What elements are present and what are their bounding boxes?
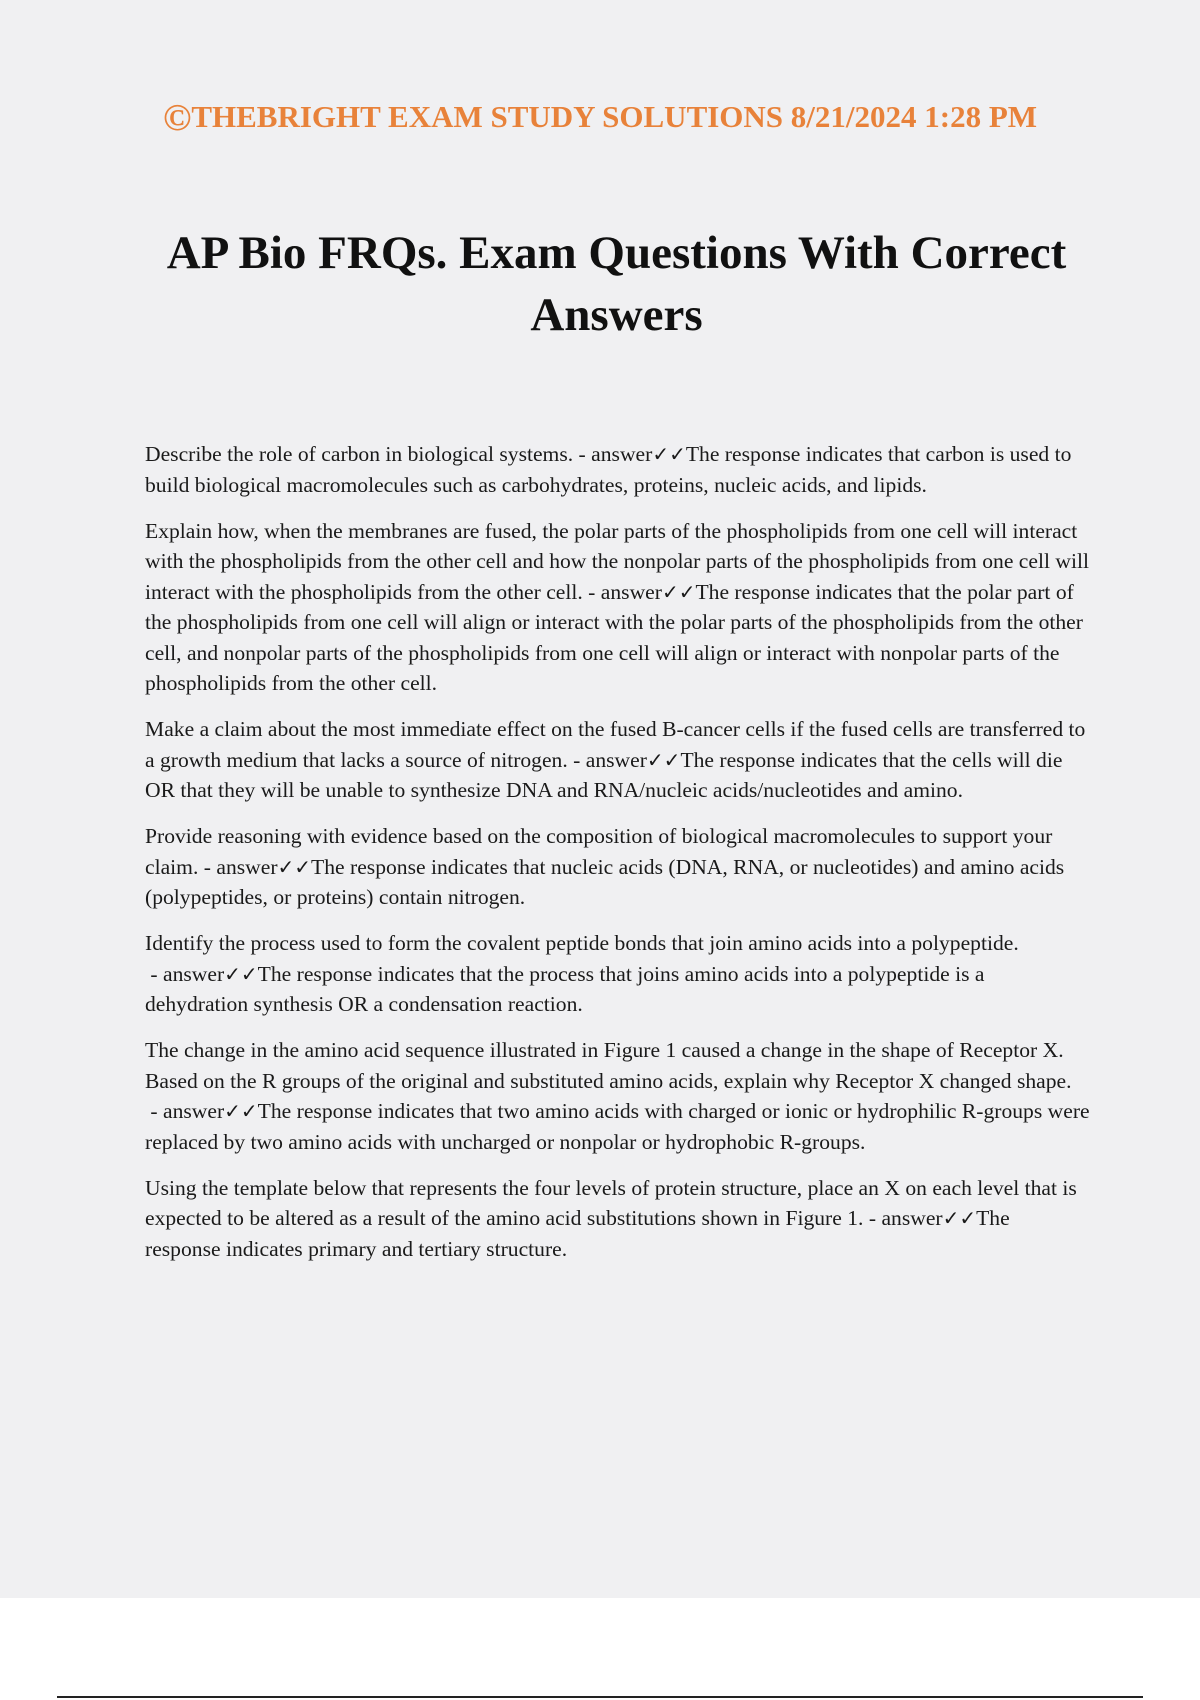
question-text: Make a claim about the most immediate effect on the fused B-cancer cells if the fused cells are transferred to a growth medium that lacks a source of nitrogen. xyxy=(145,717,1086,772)
answer-text: The response indicates that the process that joins amino acids into a polypeptide is a dehydration synthesis OR a condensation reaction. xyxy=(145,961,985,1016)
check-icon: ✓✓ xyxy=(277,854,312,879)
document-title: AP Bio FRQs. Exam Questions With Correct Answers xyxy=(166,227,1067,341)
answer-label: answer xyxy=(600,579,662,604)
question-text: Explain how, when the membranes are fused, the polar parts of the phospholipids from one cell will interact with the phospholipids from the other cell and how the nonpolar parts of the phospholipids from one cell will interact with the phospholipids from the other cell. xyxy=(145,518,1089,604)
answer-text: The response indicates that the cells will die OR that they will be unable to synthesize DNA and RNA/nucleic acids/nucleotides and amino. xyxy=(145,747,1063,802)
qa-item: Make a claim about the most immediate effect on the fused B-cancer cells if the fused cells are transferred to a growth medium that lacks a source of nitrogen. - answer✓✓The response indicates that the cells will die OR that they will be unable to synthesize DNA and RNA/nucleic acids/nucleotides and amino. xyxy=(145,717,1086,802)
qa-item: The change in the amino acid sequence illustrated in Figure 1 caused a change in the shape of Receptor X. Based on the R groups of the original and substituted amino acids, explain why Receptor X changed shape. - answer✓✓The response indicates that two amino acids with charged or ionic or hydrophilic R-groups were replaced by two amino acids with uncharged or nonpolar or hydrophobic R-groups. xyxy=(145,1038,1090,1154)
header-text: THEBRIGHT EXAM STUDY SOLUTIONS 8/21/2024 1:28 PM xyxy=(191,99,1038,134)
answer-label: answer xyxy=(163,961,225,986)
answer-text: The response indicates that the polar part of the phospholipids from one cell will align or interact with the polar parts of the phospholipids from the other cell, and nonpolar parts of the phospholipids from one cell will align or interact with nonpolar parts of the phospholipids from the other cell. xyxy=(145,579,1083,695)
check-icon: ✓✓ xyxy=(224,1099,258,1123)
check-icon: ✓✓ xyxy=(652,442,686,466)
answer-text: The response indicates that two amino acids with charged or ionic or hydrophilic R-groups were replaced by two amino acids with uncharged or nonpolar or hydrophobic R-groups. xyxy=(145,1099,1090,1154)
qa-list xyxy=(145,439,1090,1280)
copyright-icon: © xyxy=(162,97,192,139)
check-icon: ✓✓ xyxy=(224,961,258,986)
page-header xyxy=(0,96,1200,140)
question-text: The change in the amino acid sequence illustrated in Figure 1 caused a change in the shape of Receptor X. Based on the R groups of the original and substituted amino acids, explain why Receptor X changed shape. xyxy=(145,1038,1072,1093)
footer-divider xyxy=(57,1696,1143,1698)
check-icon: ✓✓ xyxy=(646,747,681,772)
question-text: Identify the process used to form the covalent peptide bonds that join amino acids into a polypeptide. xyxy=(145,931,1019,955)
answer-text: The response indicates that nucleic acids (DNA, RNA, or nucleotides) and amino acids (polypeptides, or proteins) contain nitrogen. xyxy=(145,854,1065,909)
check-icon: ✓✓ xyxy=(942,1206,977,1230)
qa-item: Using the template below that represents the four levels of protein structure, place an X on each level that is expected to be altered as a result of the amino acid substitutions shown in Figure 1. - answer✓✓The response indicates primary and tertiary structure. xyxy=(145,1175,1077,1261)
answer-label: answer xyxy=(216,854,278,879)
answer-label: answer xyxy=(163,1099,225,1123)
answer-label: answer xyxy=(881,1206,943,1230)
answer-text: The response indicates that carbon is used to build biological macromolecules such as carbohydrates, proteins, nucleic acids, and lipids. xyxy=(145,442,1072,497)
qa-item: Describe the role of carbon in biological systems. - answer✓✓The response indicates that carbon is used to build biological macromolecules such as carbohydrates, proteins, nucleic acids, and lipids. xyxy=(145,442,1072,497)
question-text: Using the template below that represents the four levels of protein structure, place an X on each level that is expected to be altered as a result of the amino acid substitutions shown in Figure 1. xyxy=(145,1175,1077,1230)
answer-text: The response indicates primary and tertiary structure. xyxy=(145,1206,1010,1261)
check-icon: ✓✓ xyxy=(661,579,696,604)
answer-label: answer xyxy=(585,747,647,772)
answer-label: answer xyxy=(591,442,653,466)
qa-item: Explain how, when the membranes are fused, the polar parts of the phospholipids from one cell will interact with the phospholipids from the other cell and how the nonpolar parts of the phospholipids from one cell will interact with the phospholipids from the other cell. - answer✓✓The response indicates that the polar part of the phospholipids from one cell will align or interact with the polar parts of the phospholipids from the other cell, and nonpolar parts of the phospholipids from one cell will align or interact with nonpolar parts of the phospholipids from the other cell. xyxy=(145,518,1089,695)
question-text: Provide reasoning with evidence based on the composition of biological macromolecules to support your claim. xyxy=(145,824,1053,879)
qa-item: Provide reasoning with evidence based on the composition of biological macromolecules to support your claim. - answer✓✓The response indicates that nucleic acids (DNA, RNA, or nucleotides) and amino acids (polypeptides, or proteins) contain nitrogen. xyxy=(145,824,1065,909)
question-text: Describe the role of carbon in biological systems. xyxy=(145,442,574,466)
qa-item: Identify the process used to form the covalent peptide bonds that join amino acids into a polypeptide. - answer✓✓The response indicates that the process that joins amino acids into a polypeptide is a dehydration synthesis OR a condensation reaction. xyxy=(145,931,1019,1016)
